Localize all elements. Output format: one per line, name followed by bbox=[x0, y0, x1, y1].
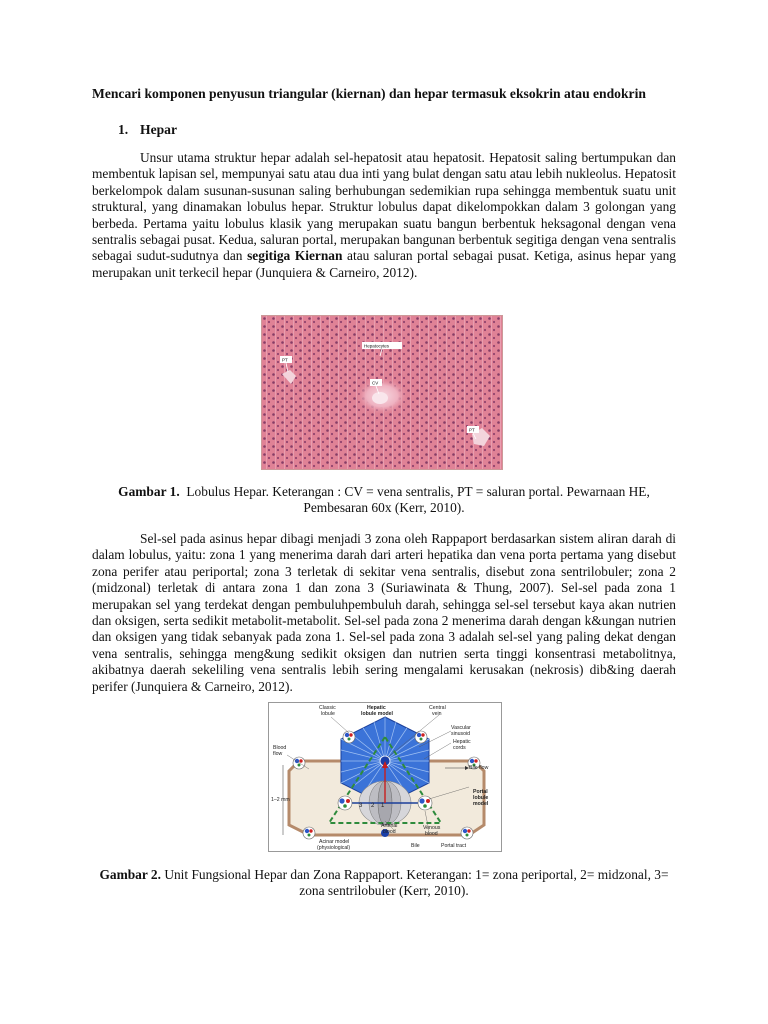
label-arterial: Arterial bbox=[381, 823, 398, 829]
label-portal: Portal bbox=[473, 789, 488, 795]
figure1-caption-label: Gambar 1. bbox=[118, 484, 180, 499]
figure-liver-lobule-micrograph bbox=[261, 315, 503, 470]
label-venous-blood: blood bbox=[425, 831, 438, 837]
label-venous: Venous bbox=[423, 825, 441, 831]
section-number: 1. bbox=[118, 122, 129, 137]
label-vascular: Vascular bbox=[451, 725, 471, 731]
section-label: Hepar bbox=[140, 122, 177, 137]
label-bile: Bile bbox=[411, 843, 420, 849]
label-portal-tract: Portal tract bbox=[441, 843, 467, 849]
figure2-caption-text: Unit Fungsional Hepar dan Zona Rappaport. Keterangan: 1= zona periportal, 2= midzonal, 3= zona sentrilobuler (Kerr, 2010). bbox=[164, 867, 669, 899]
label-physiological: (physiological) bbox=[317, 845, 351, 851]
label-pt-right: PT bbox=[469, 427, 475, 433]
section-heading bbox=[118, 122, 177, 138]
paragraph-text-a: Unsur utama struktur hepar adalah sel-hepatosit atau hepatosit. Hepatosit saling bertumpukan dan membentuk lapisan sel, mempunyai satu atau dua inti yang bulat dengan satu atau lebih nukleolus. Hepatosit berkelompok dalam susunan-susunan saling berhubungan sedemikian rupa sehingga membentuk suatu unit struktural, yang dinamakan lobulus hepar. Struktur lobulus dapat dikelompokkan dalam 3 golongan yang berbeda. Pertama yaitu lobulus klasik yang merupakan suatu bangun berbentuk heksagonal dengan vena sentralis sebagai pusat. Kedua, saluran portal, merupakan bangunan berbentuk segitiga dengan vena sentralis sebagai sudut-sudutnya dan bbox=[92, 150, 676, 264]
label-zone-1: 1 bbox=[381, 803, 385, 809]
figure2-caption-label: Gambar 2. bbox=[99, 867, 161, 882]
label-hepatic: Hepatic bbox=[367, 705, 386, 711]
label-acinar: Acinar model bbox=[319, 839, 350, 845]
label-bile-flow: Bile flow bbox=[469, 765, 489, 771]
label-lobule: lobule bbox=[321, 711, 335, 717]
figure2-caption bbox=[92, 867, 676, 900]
paragraph-hepar bbox=[92, 150, 676, 281]
label-sinusoid: sinusoid bbox=[451, 731, 471, 737]
label-cords: cords bbox=[453, 745, 466, 751]
label-blood: Blood bbox=[273, 745, 287, 751]
label-zone-3: 3 bbox=[359, 803, 363, 809]
paragraph-text-b: atau saluran portal sebagai pusat. Ketiga, asinus hepar yang merupakan unit terkecil hepar (Junquiera & Carneiro, 2012). bbox=[92, 248, 676, 280]
figure-functional-unit-diagram bbox=[268, 702, 502, 852]
label-pt-left: PT bbox=[282, 357, 288, 363]
label-arterial-blood: blood bbox=[383, 829, 396, 835]
label-portal-model: model bbox=[473, 801, 489, 807]
label-hepatic-cords: Hepatic bbox=[453, 739, 471, 745]
figure1-caption-text: Lobulus Hepar. Keterangan : CV = vena sentralis, PT = saluran portal. Pewarnaan HE, Pembesaran 60x (Kerr, 2010). bbox=[186, 484, 650, 516]
label-vein: vein bbox=[432, 711, 442, 717]
label-flow: flow bbox=[273, 751, 283, 757]
micrograph-image bbox=[262, 316, 502, 469]
label-lobule-model: lobule model bbox=[361, 711, 393, 717]
label-classic: Classic bbox=[319, 705, 336, 711]
label-portal-lobule: lobule bbox=[473, 795, 489, 801]
label-cv: CV bbox=[372, 380, 379, 386]
paragraph-rappaport-zones: Sel-sel pada asinus hepar dibagi menjadi 3 zona oleh Rappaport berdasarkan sistem aliran darah di dalam lobulus, yaitu: zona 1 yang menerima darah dari arteri hepatika dan vena porta pertama yang disebut zona perifer atau periportal; zona 3 terletak di sekitar vena sentralis, disebut zona sentrilobuler; zona 2 (midzonal) terletak di antara zona 1 dan zona 3 (Suriawinata & Thung, 2007). Sel-sel pada zona 1 merupakan sel yang terdekat dengan pembuluhpembuluh darah, sehingga sel-sel tersebut kaya akan nutrien dan oksigen, serta sedikit metabolit-metabolit. Sel-sel pada zona 2 menerima darah dengan k&ungan nutrien dan oksigen yang tidak sebanyak pada zona 1. Sel-sel pada zona 3 adalah sel-sel yang paling dekat dengan vena sentralis, sehingga meng&ung sedikit oksigen dan nutrien serta tinggi konsentrasi metabolitnya, akibatnya daerah sekeliling vena sentralis lebih sering mengalami kerusakan (nekrosis) dib&ing daerah perifer (Junquiera & Carneiro, 2012). bbox=[92, 531, 676, 694]
bold-term-kiernan: segitiga Kiernan bbox=[247, 248, 343, 264]
document-title: Mencari komponen penyusun triangular (kiernan) dan hepar termasuk eksokrin atau endokrin bbox=[92, 86, 646, 101]
label-central: Central bbox=[429, 705, 446, 711]
label-hepatocytes: Hepatocytes bbox=[364, 343, 390, 349]
diagram-image bbox=[269, 703, 501, 851]
figure1-caption bbox=[92, 484, 676, 517]
label-mm: 1–2 mm bbox=[271, 797, 290, 803]
label-zone-2: 2 bbox=[371, 803, 375, 809]
